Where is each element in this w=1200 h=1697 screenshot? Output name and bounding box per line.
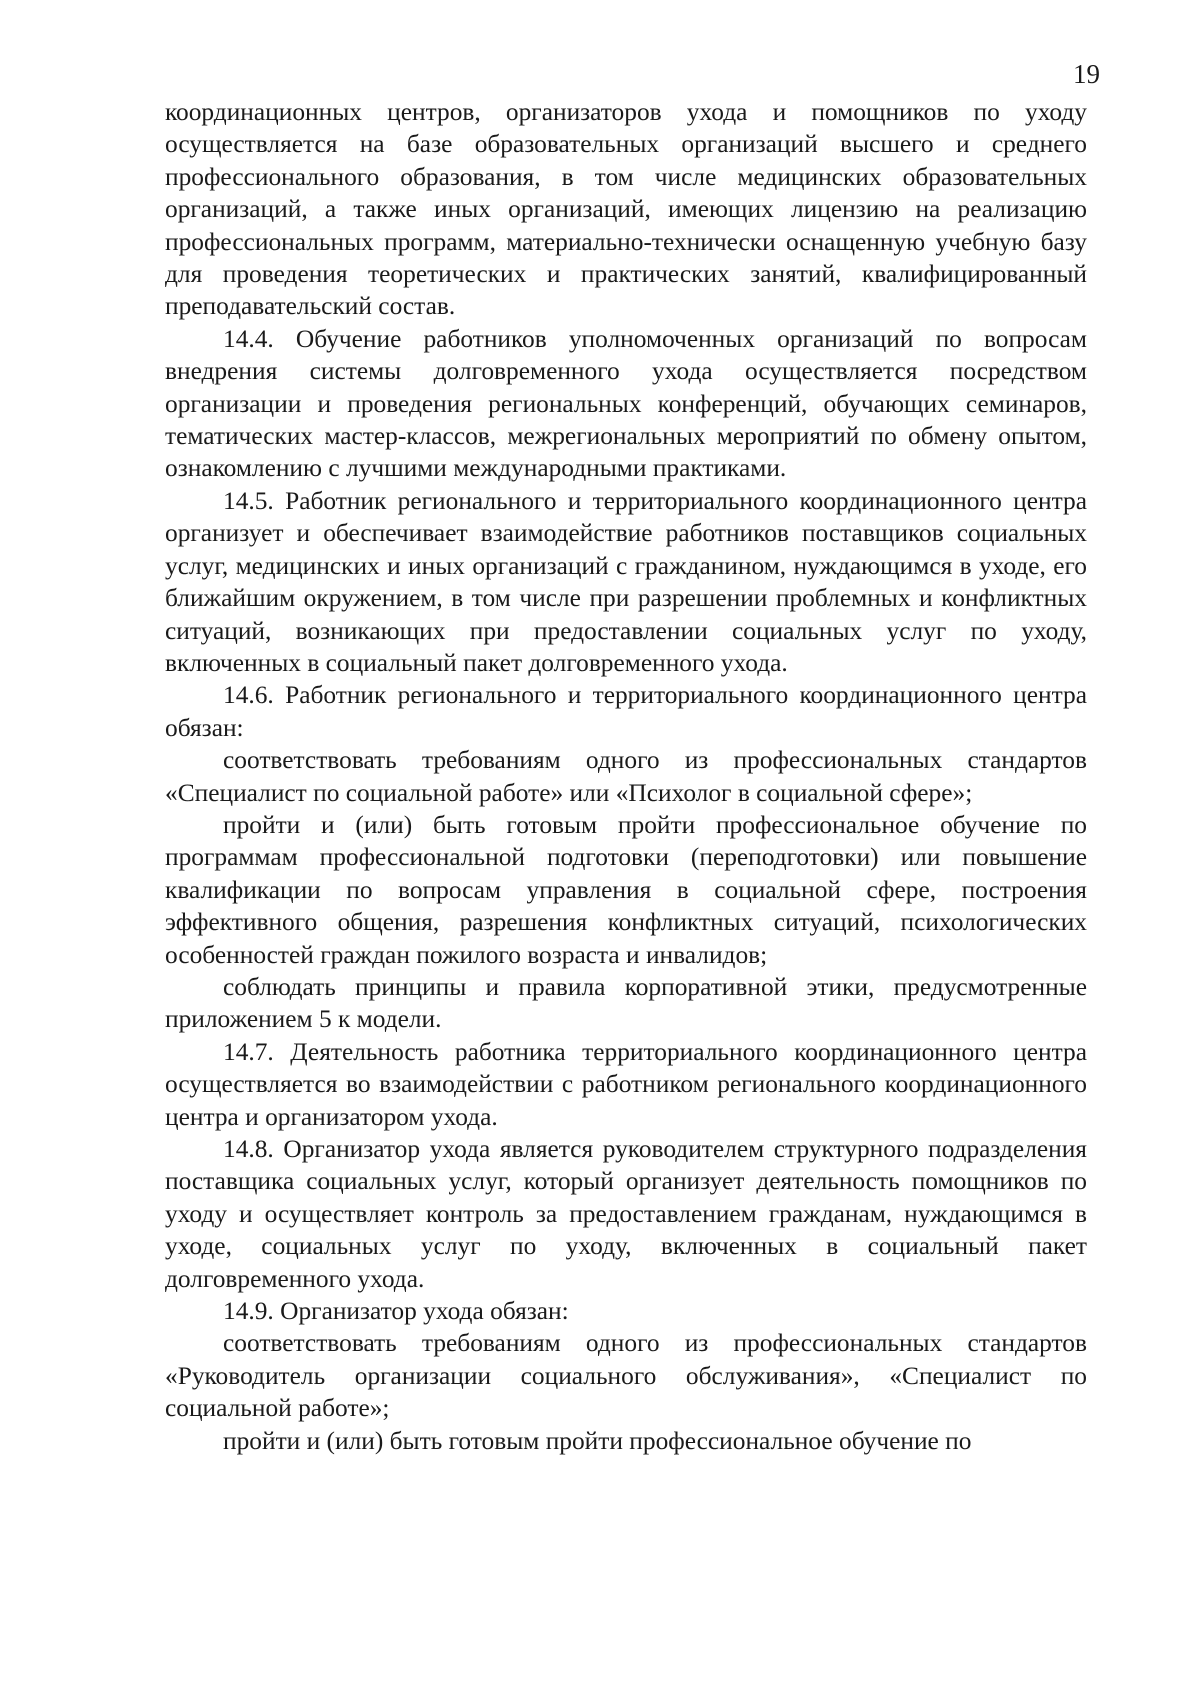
paragraph-14-6-item-3: соблюдать принципы и правила корпоративной этики, предусмотренные приложением 5 к модели. xyxy=(165,972,1087,1034)
page-number: 19 xyxy=(1073,59,1100,89)
paragraph-14-9-item-2: пройти и (или) быть готовым пройти профессиональное обучение по xyxy=(223,1426,972,1455)
paragraph-14-8: 14.8. Организатор ухода является руководителем структурного подразделения поставщика социальных услуг, который организует деятельность помощников по уходу и осуществляет контроль за предоставлением гражданам, нуждающимся в уходе, социальных услуг по уходу, включенных в социальный пакет долговременного ухода. xyxy=(165,1135,1087,1293)
paragraph-continuation: координационных центров, организаторов ухода и помощников по уходу осуществляется на базе образовательных организаций высшего и среднего профессионального образования, в том числе медицинских образовательных организаций, а также иных организаций, имеющих лицензию на реализацию профессиональных программ, материально-технически оснащенную учебную базу для проведения теоретических и практических занятий, квалифицированный преподавательский состав. xyxy=(165,98,1087,321)
paragraph-14-6-item-2: пройти и (или) быть готовым пройти профессиональное обучение по программам профессиональной подготовки (переподготовки) или повышение квалификации по вопросам управления в социальной сфере, построения эффективного общения, разрешения конфликтных ситуаций, психологических особенностей граждан пожилого возраста и инвалидов; xyxy=(165,810,1087,969)
paragraph-14-9: 14.9. Организатор ухода обязан: xyxy=(223,1297,569,1326)
paragraph-14-5: 14.5. Работник регионального и территориального координационного центра организует и обеспечивает взаимодействие работников поставщиков социальных услуг, медицинских и иных организаций с гражданином, нуждающимся в уходе, его ближайшим окружением, в том числе при разрешении проблемных и конфликтных ситуаций, возникающих при предоставлении социальных услуг по уходу, включенных в социальный пакет долговременного ухода. xyxy=(165,486,1087,677)
paragraph-14-9-item-1: соответствовать требованиям одного из профессиональных стандартов «Руководитель организации социального обслуживания», «Специалист по социальной работе»; xyxy=(165,1329,1087,1423)
paragraph-14-7: 14.7. Деятельность работника территориального координационного центра осуществляется во взаимодействии с работником регионального координационного центра и организатором ухода. xyxy=(165,1037,1087,1131)
paragraph-14-6: 14.6. Работник регионального и территориального координационного центра обязан: xyxy=(165,681,1087,742)
paragraph-14-6-item-1: соответствовать требованиям одного из профессиональных стандартов «Специалист по социальной работе» или «Психолог в социальной сфере»; xyxy=(165,746,1087,807)
paragraph-14-4: 14.4. Обучение работников уполномоченных организаций по вопросам внедрения системы долговременного ухода осуществляется посредством организации и проведения региональных конференций, обучающих семинаров, тематических мастер-классов, межрегиональных мероприятий по обмену опытом, ознакомлению с лучшими международными практиками. xyxy=(165,324,1087,483)
document-body xyxy=(165,96,1087,1457)
